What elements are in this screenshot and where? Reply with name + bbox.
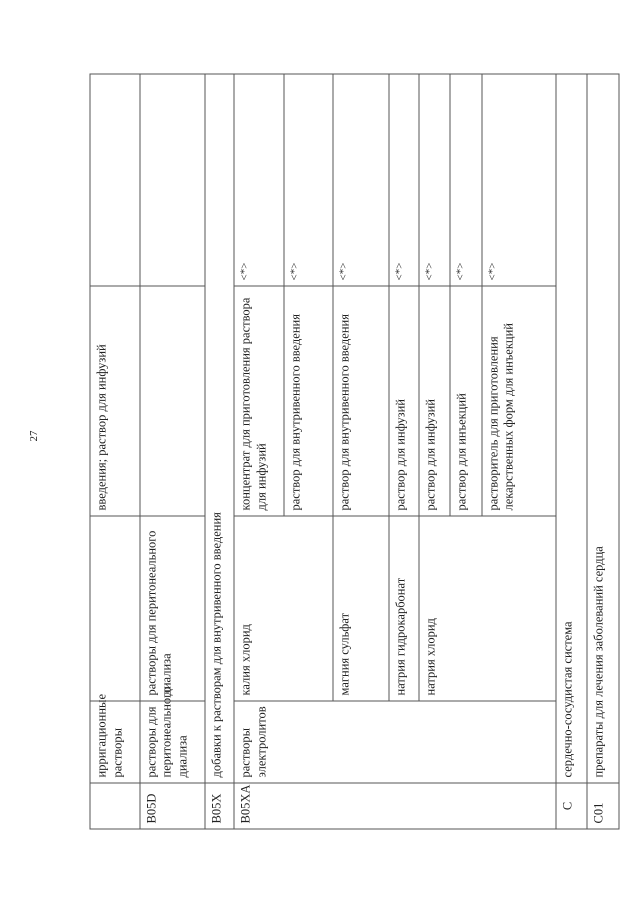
mark-cell: <*> — [333, 74, 389, 286]
code-cell: B05X — [205, 783, 234, 829]
drug-cell: натрия гидрокарбонат — [389, 516, 418, 701]
code-cell: C01 — [587, 783, 619, 829]
section-name: добавки к растворам для внутривенного введения — [205, 74, 234, 783]
mark-cell: <*> — [389, 74, 418, 286]
drug-classification-table — [90, 75, 620, 830]
group-cell: растворы электролитов — [234, 701, 556, 783]
form-cell: раствор для инфузий — [419, 286, 451, 516]
drug-cell — [482, 516, 556, 701]
form-cell: концентрат для приготовления раствора для инфузий — [234, 286, 284, 516]
drug-cell: магния сульфат — [333, 516, 389, 701]
mark-cell: <*> — [234, 74, 284, 286]
drug-cell: натрия хлорид — [419, 516, 451, 701]
form-cell — [140, 286, 205, 516]
form-cell: раствор для внутривенного введения — [284, 286, 334, 516]
group-cell: растворы для перитонеального диализа — [140, 701, 205, 783]
mark-cell: <*> — [419, 74, 451, 286]
form-cell: растворитель для приготовления лекарственных форм для инъекций — [482, 286, 556, 516]
page-number: 27 — [28, 430, 40, 442]
drug-cell: калия хлорид — [234, 516, 284, 701]
code-cell: B05XA — [234, 783, 556, 829]
code-cell: C — [556, 783, 588, 829]
code-cell: B05D — [140, 783, 205, 829]
form-cell: введения; раствор для инфузий — [90, 286, 140, 516]
form-cell: раствор для инъекций — [450, 286, 482, 516]
drug-cell — [284, 516, 334, 701]
drug-cell: растворы для перитонеального диализа — [140, 516, 205, 701]
code-cell — [90, 783, 140, 829]
mark-cell: <*> — [482, 74, 556, 286]
group-cell: ирригационные растворы — [90, 701, 140, 783]
section-name: препараты для лечения заболеваний сердца — [587, 74, 619, 783]
mark-cell: <*> — [284, 74, 334, 286]
form-cell: раствор для инфузий — [389, 286, 418, 516]
mark-cell — [90, 74, 140, 286]
section-name: сердечно-сосудистая система — [556, 74, 588, 783]
form-cell: раствор для внутривенного введения — [333, 286, 389, 516]
drug-cell — [450, 516, 482, 701]
mark-cell — [140, 74, 205, 286]
mark-cell: <*> — [450, 74, 482, 286]
drug-cell — [90, 516, 140, 701]
